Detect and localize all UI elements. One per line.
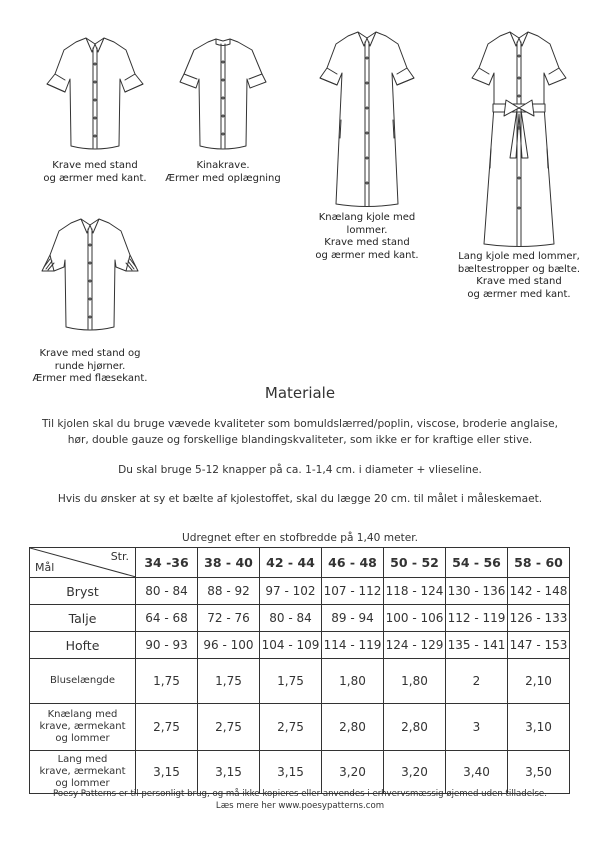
table-cell: 80 - 84 [260,605,322,632]
size-table [29,547,570,794]
table-cell: 2,80 [384,704,446,751]
size-header: 38 - 40 [198,548,260,578]
table-cell: 2 [446,659,508,704]
corner-measure-label: Mål [35,561,55,574]
table-cell: 1,80 [384,659,446,704]
table-cell: 1,75 [198,659,260,704]
table-cell: 3,10 [508,704,570,751]
section-title: Materiale [264,384,336,402]
row-label: Hofte [30,632,136,659]
shirt-ruffle-sleeve-illustration [30,215,150,340]
table-cell: 112 - 119 [446,605,508,632]
table-cell: 72 - 76 [198,605,260,632]
caption-shirt-collar-stand: Krave med stand og ærmer med kant. [43,160,147,184]
corner-size-label: Str. [110,550,129,563]
table-cell: 96 - 100 [198,632,260,659]
row-label: Bluselængde [30,659,136,704]
table-cell: 142 - 148 [508,578,570,605]
table-cell: 147 - 153 [508,632,570,659]
table-cell: 2,10 [508,659,570,704]
table-cell: 2,80 [322,704,384,751]
size-header: 54 - 56 [446,548,508,578]
size-header: 58 - 60 [508,548,570,578]
row-label: Knælang med krave, ærmekant og lommer [30,704,136,751]
footer [0,788,600,812]
long-dress-belt-illustration [464,28,574,250]
table-cell: 90 - 93 [136,632,198,659]
row-label: Lang med krave, ærmekant og lommer [30,751,136,794]
caption-shirt-ruffle-sleeve: Krave med stand og runde hjørner. Ærmer med flæsekant. [32,348,148,384]
table-cell: 124 - 129 [384,632,446,659]
paragraph-belt: Hvis du ønsker at sy et bælte af kjolestoffet, skal du lægge 20 cm. til målet i måleskemaet. [57,493,543,505]
table-cell: 3,40 [446,751,508,794]
caption-long-dress-belt: Lang kjole med lommer, bæltestropper og bælte. Krave med stand og ærmer med kant. [457,251,581,300]
table-row-knee-dress [30,704,570,751]
table-cell: 80 - 84 [136,578,198,605]
table-row-waist [30,605,570,632]
table-cell: 130 - 136 [446,578,508,605]
size-header: 34 -36 [136,548,198,578]
table-cell: 3,50 [508,751,570,794]
table-cell: 3,15 [198,751,260,794]
table-cell: 2,75 [136,704,198,751]
size-header: 46 - 48 [322,548,384,578]
table-cell: 97 - 102 [260,578,322,605]
table-cell: 104 - 109 [260,632,322,659]
table-caption: Udregnet efter en stofbredde på 1,40 meter. [181,532,419,544]
table-row-bust [30,578,570,605]
size-header: 50 - 52 [384,548,446,578]
table-cell: 107 - 112 [322,578,384,605]
table-cell: 100 - 106 [384,605,446,632]
table-cell: 3,15 [136,751,198,794]
caption-shirt-mandarin-collar: Kinakrave. Ærmer med oplægning [165,160,281,184]
table-cell: 114 - 119 [322,632,384,659]
table-cell: 126 - 133 [508,605,570,632]
shirt-collar-stand-illustration [40,34,150,159]
footer-copyright: Poesy Patterns er til personligt brug, og må ikke kopieres eller anvendes i erhvervsmæssig øjemed uden tilladelse. [53,789,547,799]
footer-website: Læs mere her www.poesypatterns.com [215,801,385,811]
table-row-hip [30,632,570,659]
table-cell: 3,15 [260,751,322,794]
table-cell: 89 - 94 [322,605,384,632]
table-corner-cell [30,548,136,578]
shirt-mandarin-collar-illustration [168,34,278,159]
row-label: Bryst [30,578,136,605]
table-cell: 3,20 [384,751,446,794]
paragraph-buttons: Du skal bruge 5-12 knapper på ca. 1-1,4 cm. i diameter + vlieseline. [118,464,482,476]
table-cell: 64 - 68 [136,605,198,632]
table-cell: 88 - 92 [198,578,260,605]
table-row-blouse-length [30,659,570,704]
table-cell: 3 [446,704,508,751]
table-cell: 135 - 141 [446,632,508,659]
paragraph-fabric: Til kjolen skal du bruge vævede kvaliteter som bomuldslærred/poplin, viscose, broderie anglaise, hør, double gauze og forskellige blandingskvaliteter, som ikke er for kraftige eller stive. [41,418,558,446]
knee-length-dress-illustration [312,28,422,210]
row-label: Talje [30,605,136,632]
size-header: 42 - 44 [260,548,322,578]
table-cell: 2,75 [260,704,322,751]
table-cell: 1,75 [260,659,322,704]
table-cell: 1,75 [136,659,198,704]
table-header-row [30,548,570,578]
table-cell: 118 - 124 [384,578,446,605]
table-cell: 3,20 [322,751,384,794]
table-cell: 1,80 [322,659,384,704]
caption-knee-length-dress: Knælang kjole med lommer. Krave med stand og ærmer med kant. [315,212,419,261]
table-cell: 2,75 [198,704,260,751]
